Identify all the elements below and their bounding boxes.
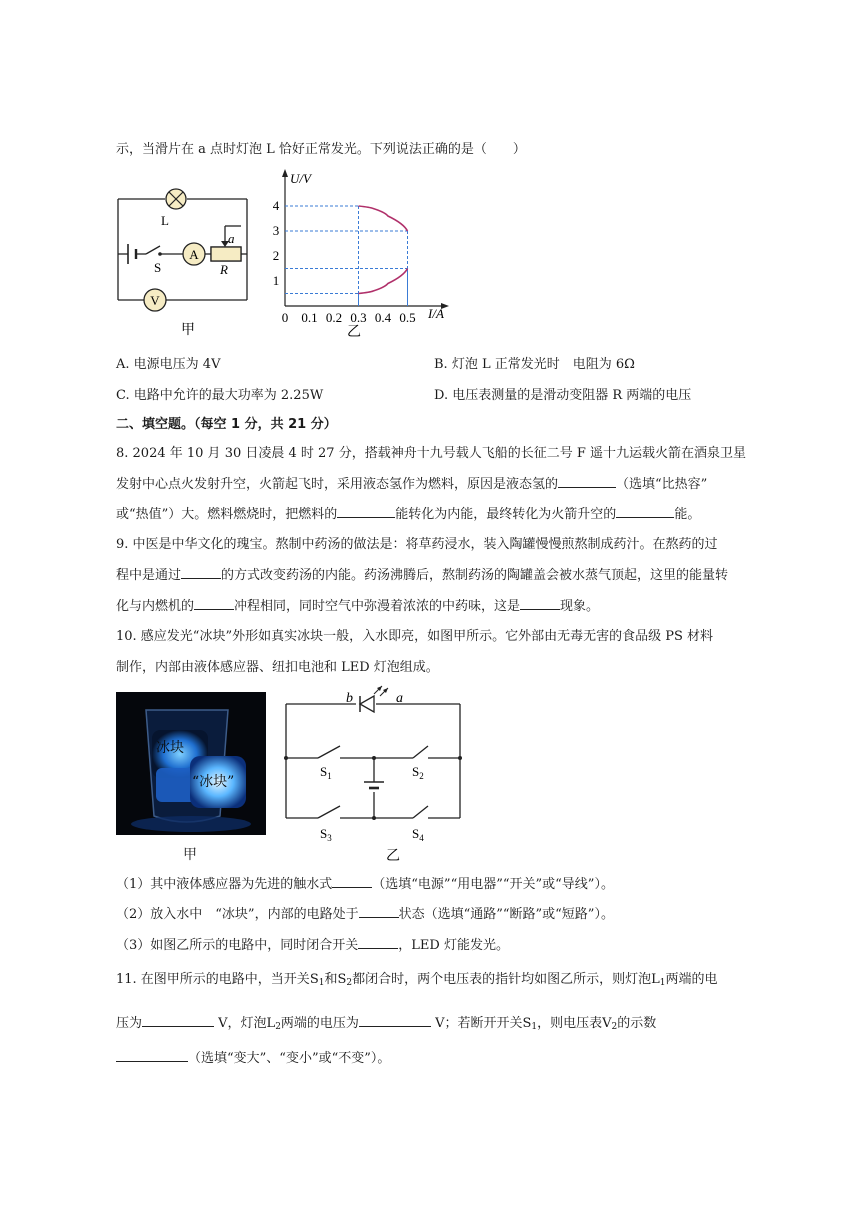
y-tick-label: 4 — [272, 198, 280, 213]
subscript: 1 — [531, 1022, 538, 1032]
slider-label: a — [228, 231, 235, 246]
answer-blank[interactable] — [358, 936, 398, 949]
x-tick-label: 0.4 — [374, 310, 392, 325]
q10-line2: 制作，内部由液体感应器、纽扣电池和 LED 灯泡组成。 — [116, 660, 439, 675]
ice-cube-photo — [116, 692, 266, 835]
q10-text: （1）其中液体感应器为先进的触水式 — [116, 877, 333, 892]
q10-text: （选填“电源”“用电器”“开关”或“导线”）。 — [372, 877, 614, 892]
switch-s3-label: $S_3$ — [320, 826, 332, 843]
q11-line1 — [116, 968, 718, 988]
option-b-text: 灯泡 L 正常发光时 电阻为 6Ω — [451, 357, 635, 372]
option-d[interactable] — [434, 384, 691, 403]
series-curve-1 — [359, 269, 408, 294]
q10-text: （2）放入水中 “冰块”，内部的电路处于 — [116, 907, 359, 922]
x-tick-label: 0.5 — [399, 310, 416, 325]
answer-blank[interactable] — [359, 1014, 431, 1027]
answer-blank[interactable] — [520, 597, 560, 610]
option-d-text: 电压表测量的是滑动变阻器 R 两端的电压 — [452, 388, 692, 403]
led-icon — [360, 696, 374, 712]
option-b-letter: B. — [434, 357, 448, 372]
q10-circuit-diagram — [278, 684, 468, 864]
q11-text: 11. 在图甲所示的电路中，当开关 — [116, 972, 310, 987]
answer-blank[interactable] — [359, 905, 399, 918]
q7-ui-graph — [268, 166, 468, 344]
subscript: 1 — [318, 978, 325, 988]
answer-blank[interactable] — [142, 1014, 214, 1027]
fig-caption-jia: 甲 — [181, 323, 195, 338]
q9-text: 程中是通过 — [116, 568, 182, 583]
q11-text: 两端的电 — [665, 972, 718, 987]
q8-text: 或“热值”）大。燃料燃烧时，把燃料的 — [116, 507, 338, 522]
q9-text: 现象。 — [560, 599, 600, 614]
answer-blank[interactable] — [194, 597, 234, 610]
q10-sub2 — [116, 903, 614, 922]
q10-sub1 — [116, 873, 614, 892]
q9-text: 的方式改变药汤的内能。药汤沸腾后，熬制药汤的陶罐盖会被水蒸气顶起，这里的能量转 — [221, 568, 729, 583]
photo-label-2: “冰块” — [192, 774, 235, 790]
subscript: 1 — [659, 978, 666, 988]
q11-text: （选填“变大”、“变小”或“不变”）。 — [188, 1051, 391, 1066]
lamp-symbol: L — [651, 972, 660, 987]
q9-line1: 9. 中医是中华文化的瑰宝。熬制中药汤的做法是：将草药浸水，装入陶罐慢慢煎熬制成药汁。在熬药的过 — [116, 537, 718, 552]
q10-sub3 — [116, 934, 509, 953]
rheostat-label: R — [220, 262, 228, 277]
q9-line3 — [116, 595, 599, 614]
y-tick-label: 3 — [272, 223, 280, 238]
q11-text: 两端的电压为 — [280, 1016, 359, 1031]
switch-s1-label: $S_1$ — [320, 764, 332, 781]
subscript: 2 — [611, 1022, 618, 1032]
rheostat-icon — [211, 247, 241, 261]
subscript: 2 — [346, 978, 353, 988]
section-title: 二、填空题。（每空 1 分，共 21 分） — [116, 417, 337, 432]
answer-blank[interactable] — [337, 505, 395, 518]
answer-blank[interactable] — [558, 475, 616, 488]
option-d-letter: D. — [434, 388, 449, 403]
q8-text: （选填“比热容” — [616, 477, 708, 492]
photo-caption: 甲 — [183, 847, 197, 863]
circuit-caption: 乙 — [386, 849, 400, 864]
q10-text: （3）如图乙所示的电路中，同时闭合开关 — [116, 938, 359, 953]
q11-text: 和 — [324, 972, 338, 987]
x-axis-label: I/A — [428, 306, 444, 321]
switch-label: S — [154, 260, 162, 275]
option-a-letter: A. — [116, 357, 130, 372]
x-tick-label: 0.2 — [325, 310, 343, 325]
option-a-text: 电源电压为 4V — [133, 357, 221, 372]
q9-text: 化与内燃机的 — [116, 599, 195, 614]
switch-symbol: S — [522, 1016, 532, 1031]
y-axis-label: U/V — [290, 171, 311, 186]
voltmeter-label: V — [150, 293, 160, 308]
y-tick-label: 1 — [272, 273, 280, 288]
photo-label-1: 冰块 — [156, 740, 184, 756]
q10-text: 状态（选填“通路”“断路”或“短路”）。 — [398, 907, 614, 922]
answer-blank[interactable] — [332, 875, 372, 888]
ammeter-label: A — [189, 247, 199, 262]
q11-line2 — [116, 1012, 656, 1032]
answer-blank[interactable] — [616, 505, 674, 518]
q8-line2 — [116, 473, 707, 492]
x-tick-label: 0.3 — [350, 310, 367, 325]
answer-blank[interactable] — [181, 566, 221, 579]
option-c-letter: C. — [116, 388, 130, 403]
q8-line3 — [116, 503, 700, 522]
y-tick-label: 2 — [272, 248, 280, 263]
subscript: 2 — [275, 1022, 281, 1032]
q10-text: ，LED 灯能发光。 — [398, 938, 509, 953]
q8-text: 能。 — [674, 507, 701, 522]
option-c-text: 电路中允许的最大功率为 2.25W — [133, 388, 324, 403]
lamp-symbol: L — [266, 1016, 276, 1031]
voltmeter-symbol: V — [602, 1016, 612, 1031]
switch-symbol: S — [309, 972, 319, 987]
option-a[interactable] — [116, 353, 220, 372]
q11-line3 — [116, 1047, 390, 1066]
q11-text: 压为 — [116, 1016, 143, 1031]
q9-line2 — [116, 564, 728, 583]
led-terminal-a: a — [396, 691, 403, 706]
q11-text: 都闭合时，两个电压表的指针均如图乙所示，则灯泡 — [352, 972, 652, 987]
switch-s2-label: $S_2$ — [412, 764, 424, 781]
q11-text: V；若断开开关 — [435, 1016, 523, 1031]
q11-text: V，灯泡 — [218, 1016, 267, 1031]
q9-text: 冲程相同，同时空气中弥漫着浓浓的中药味，这是 — [234, 599, 521, 614]
x-tick-label: 0.1 — [301, 310, 318, 325]
q8-text: 发射中心点火发射升空，火箭起飞时，采用液态氢作为燃料，原因是液态氢的 — [116, 477, 559, 492]
q7-stem: 示，当滑片在 a 点时灯泡 L 恰好正常发光。下列说法正确的是（ ） — [116, 142, 526, 157]
led-terminal-b: b — [346, 691, 353, 706]
x-tick-label: 0 — [281, 310, 289, 325]
switch-s4-label: $S_4$ — [412, 826, 424, 843]
option-c[interactable] — [116, 384, 323, 403]
answer-blank[interactable] — [116, 1049, 188, 1062]
q8-text: 能转化为内能，最终转化为火箭升空的 — [395, 507, 617, 522]
series-curve-2 — [359, 206, 408, 231]
q11-text: 的示数 — [617, 1016, 657, 1031]
switch-symbol: S — [337, 972, 347, 987]
option-b[interactable] — [434, 353, 635, 372]
lamp-label: L — [161, 213, 169, 228]
q7-circuit-diagram — [108, 182, 268, 342]
q8-line1: 8. 2024 年 10 月 30 日凌晨 4 时 27 分，搭载神舟十九号载人飞船的长征二号 F 遥十九运载火箭在酒泉卫星 — [116, 446, 746, 461]
fig-caption-yi: 乙 — [347, 325, 361, 340]
q11-text: ，则电压表 — [537, 1016, 603, 1031]
q10-line1: 10. 感应发光“冰块”外形如真实冰块一般，入水即亮，如图甲所示。它外部由无毒无害的食品级 PS 材料 — [116, 629, 714, 644]
